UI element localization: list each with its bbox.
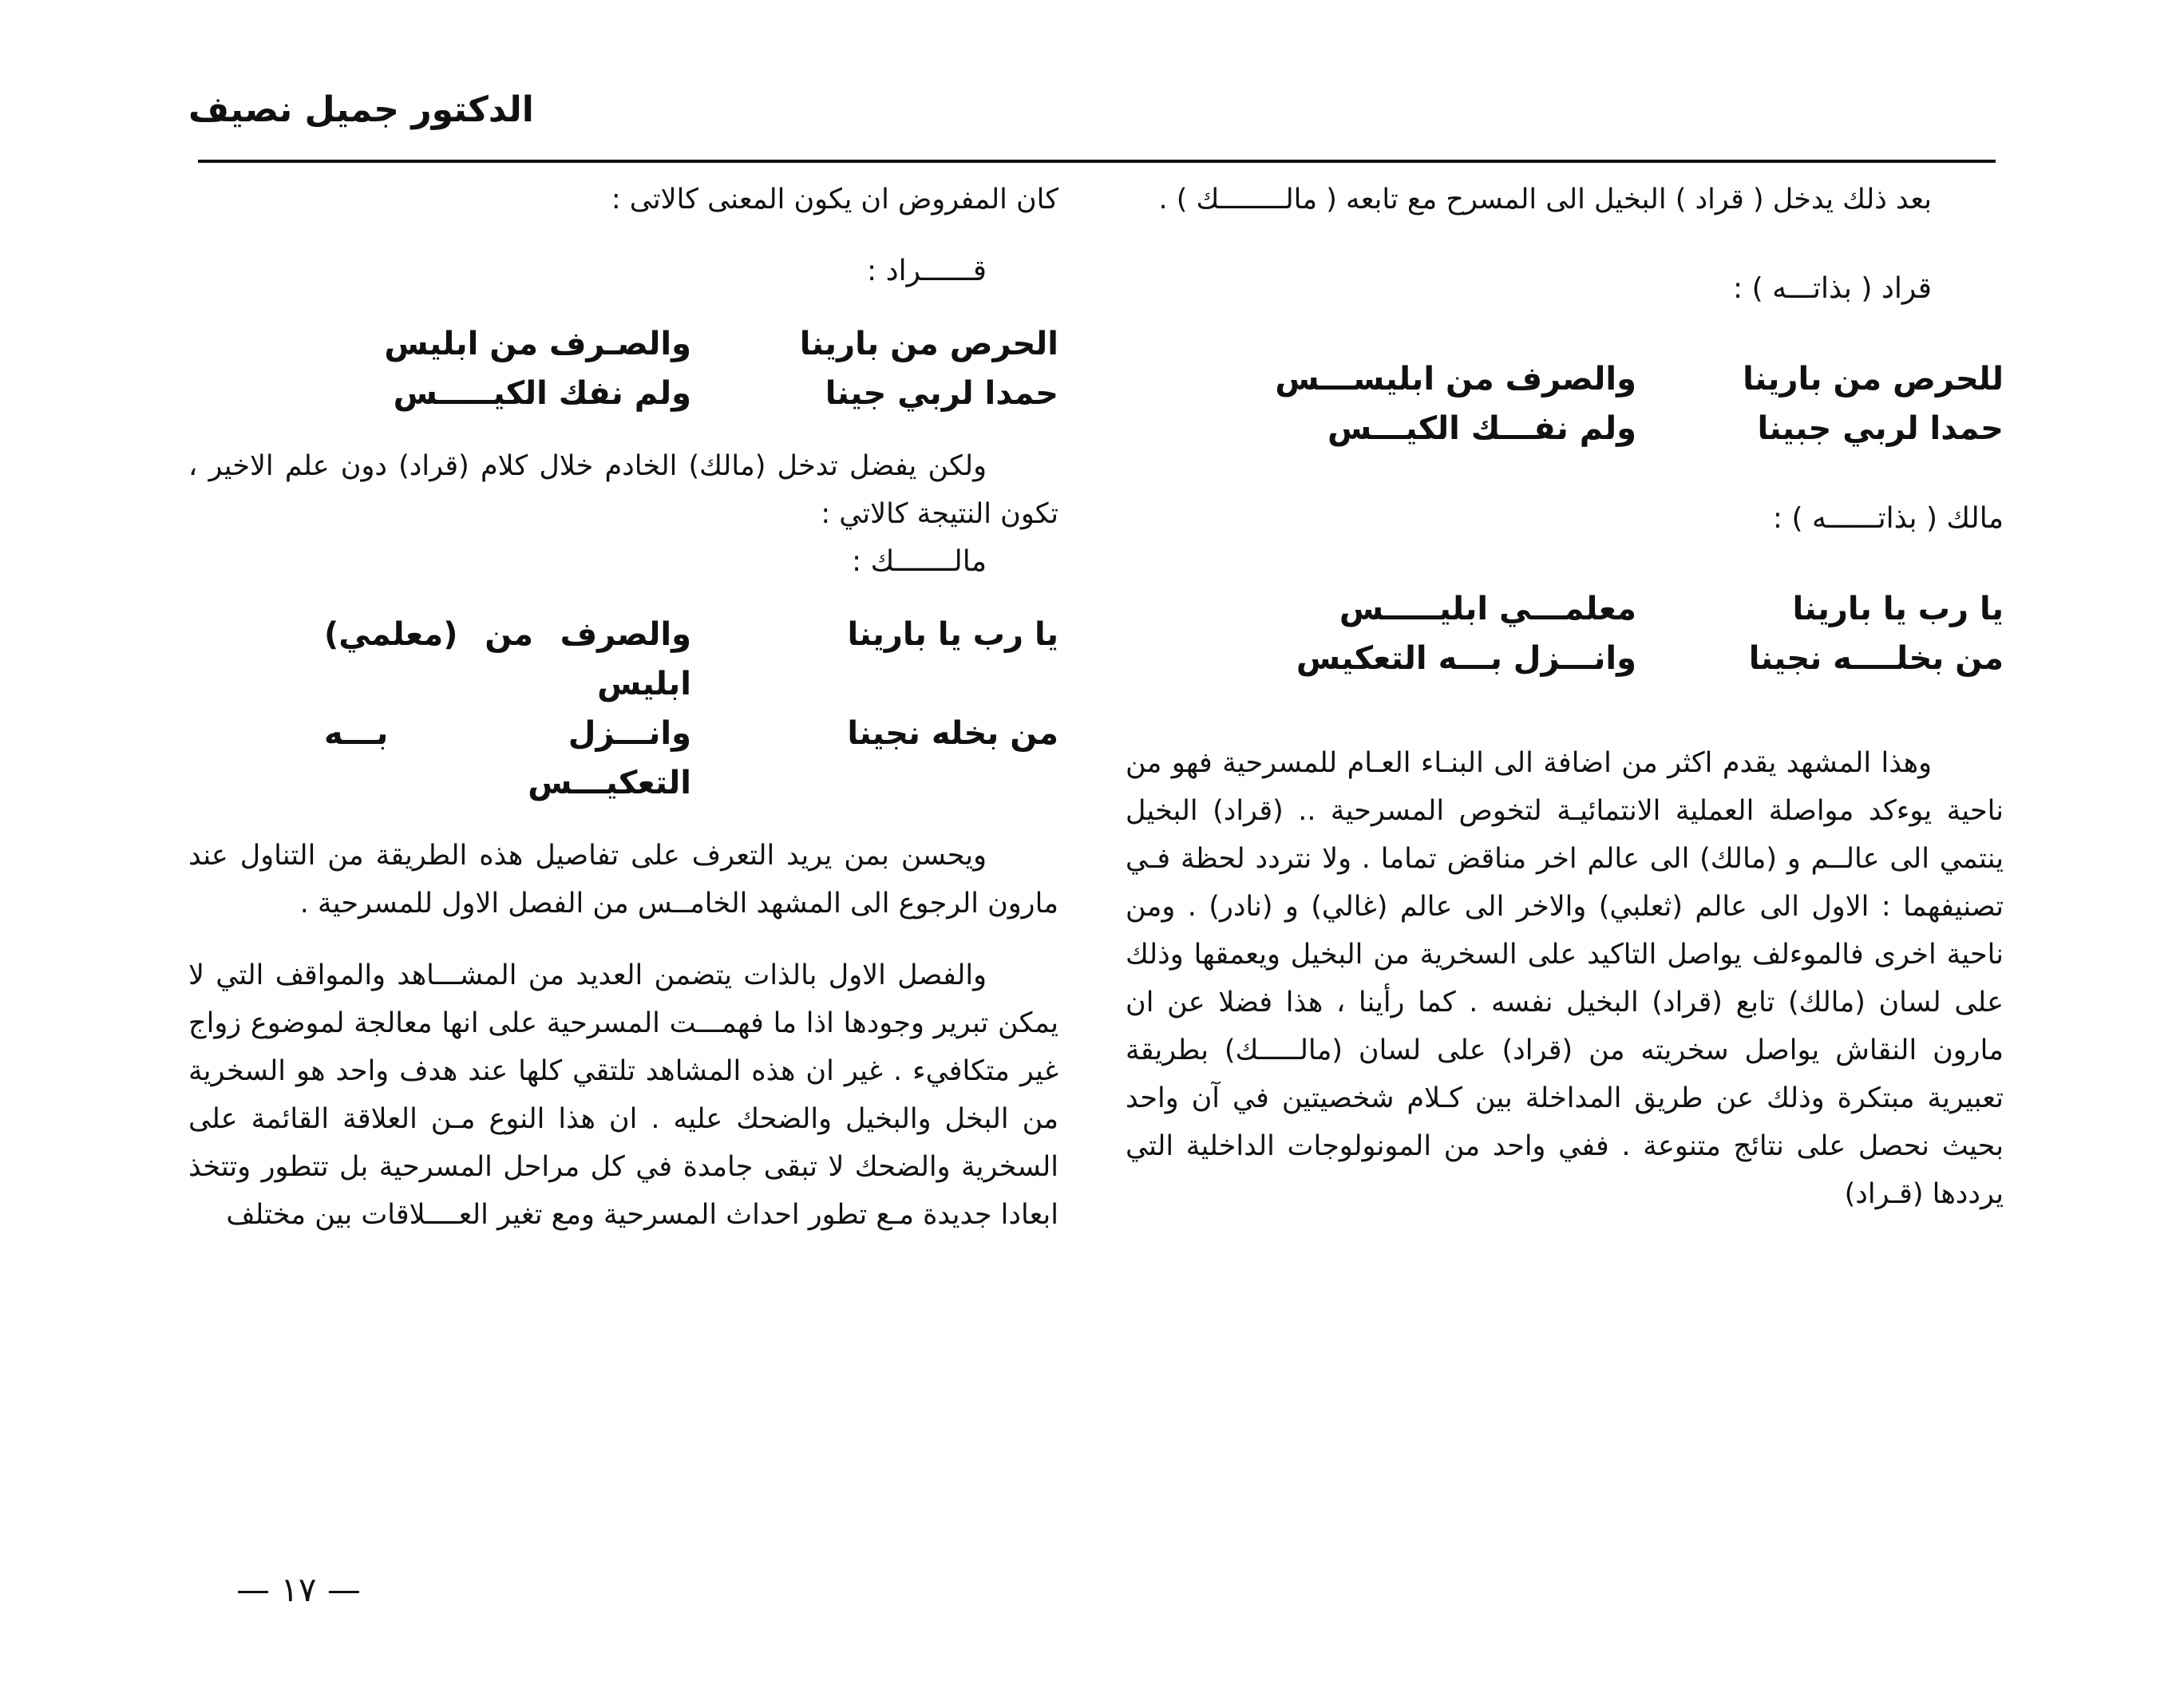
- verse-block: [188, 319, 1058, 418]
- speaker-label: مالـــــــك :: [852, 545, 987, 578]
- verse-hemistich: يا رب يا بارينا: [847, 616, 1058, 653]
- body-paragraph: والفصل الاول بالذات يتضمن العديد من المشـــاهد والمواقف التي لا يمكن تبرير وجودها اذا ما فهمـــت المسرحية على انها معالجة لموضوع زواج غير متكافيء . غير ان هذه المشاهد تلتقي كلها عند هدف واحد هو السخرية من البخل والبخيل والضحك عليه . ان هذا النوع مـن العلاقة القائمة على السخرية والضحك لا تبقى جامدة في كل مراحل المسرحية بل تتطور وتتخذ ابعادا جديدة مـع تطور احداث المسرحية ومع تغير العــــلاقات بين مختلف: [188, 959, 1058, 1231]
- intro-text: كان المفروض ان يكون المعنى كالاتى :: [611, 184, 1058, 216]
- verse-block: [188, 610, 1058, 808]
- header-divider: [198, 160, 1996, 163]
- intro-text: بعد ذلك يدخل ( قراد ) البخيل الى المسرح مع تابعه ( مالــــــــك ) .: [1158, 184, 1932, 216]
- body-paragraph: وهذا المشهد يقدم اكثر من اضافة الى البنـاء العـام للمسرحية فهو من ناحية يوءكد مواصلة العملية الانتمائيـة لتخوص المسرحية .. (قراد) البخيل ينتمي الى عالــم و (مالك) الى عالم اخر مناقض تماما . ولا نتردد لحظة فـي تصنيفهما : الاول الى عالم (ثعلبي) والاخر الى عالم (غالي) و (نادر) . ومن ناحية اخرى فالموءلف يواصل التاكيد على السخرية من البخيل ويعمقها وذلك على لسان (مالك) تابع (قراد) البخيل نفسه . كما رأينا ، هذا فضلا عن ان مارون النقاش يواصل سخريته من (قراد) على لسان (مالـــــك) بطريقة تعبيرية مبتكرة وذلك عن طريق المداخلة بين كـلام شخصيتين في آن واحد بحيث نحصل على نتائج متنوعة . ففي واحد من المونولوجات الداخلية التي يرددها (قـراد): [1126, 747, 2004, 1210]
- verse-hemistich: حمدا لربي جبينا: [1757, 410, 2004, 447]
- speaker-label: مالك ( بذاتــــــه ) :: [1772, 502, 2004, 535]
- speaker-label: قراد ( بذاتـــه ) :: [1733, 272, 1932, 305]
- verse-hemistich: من بخلــــه نجينا: [1748, 640, 2004, 677]
- spacer: [1126, 313, 2004, 354]
- right-column: [1126, 176, 2004, 1218]
- verse-hemistich: والصرف من (معلمي) ابليس: [324, 616, 691, 702]
- author-name: الدكتور جميل نصيف: [188, 89, 534, 130]
- verse-hemistich: للحرص من بارينا: [1743, 361, 2004, 398]
- verse-line: [1126, 584, 2004, 634]
- verse-line: [1126, 404, 2004, 453]
- running-header: [188, 86, 667, 134]
- body-paragraph: ولكن يفضل تدخل (مالك) الخادم خلال كلام (قراد) دون علم الاخير ، تكون النتيجة كالاتي :: [188, 450, 1058, 530]
- verse-hemistich: معلمـــي ابليـــــس: [1339, 591, 1636, 627]
- spacer: [188, 808, 1058, 832]
- verse-hemistich: والصـرف من ابليس: [384, 326, 691, 362]
- verse-line: [188, 709, 1058, 808]
- verse-hemistich: يا رب يا بارينا: [1792, 591, 2004, 627]
- spacer: [188, 928, 1058, 951]
- verse-hemistich: من بخله نجينا: [847, 715, 1058, 752]
- spacer: [188, 586, 1058, 610]
- verse-line: [1126, 634, 2004, 683]
- page-number: — ١٧ —: [236, 1570, 361, 1609]
- verse-hemistich: حمدا لربي جينا: [825, 375, 1058, 412]
- verse-hemistich: ولم نفـــك الكيـــس: [1327, 410, 1636, 447]
- speaker-label: قــــــراد :: [867, 255, 987, 287]
- verse-line: [188, 610, 1058, 709]
- spacer: [188, 223, 1058, 247]
- spacer: [1126, 543, 2004, 584]
- left-column: [188, 176, 1058, 1239]
- body-paragraph: ويحسن بمن يريد التعرف على تفاصيل هذه الطريقة من التناول عند مارون الرجوع الى المشهد الخامــس من الفصل الاول للمسرحية .: [188, 840, 1058, 920]
- verse-hemistich: والصرف من ابليســـس: [1275, 361, 1636, 398]
- spacer: [1126, 223, 2004, 265]
- verse-block: [1126, 584, 2004, 683]
- spacer: [1126, 683, 2004, 739]
- verse-line: [188, 319, 1058, 369]
- verse-hemistich: وانـــزل بـــه التعكيـــس: [324, 715, 691, 801]
- spacer: [1126, 453, 2004, 495]
- verse-block: [1126, 354, 2004, 453]
- spacer: [188, 295, 1058, 319]
- verse-hemistich: وانـــزل بـــه التعكيس: [1296, 640, 1636, 677]
- verse-hemistich: الحرص من بارينا: [799, 326, 1058, 362]
- verse-hemistich: ولم نفك الكيـــــس: [393, 375, 691, 412]
- spacer: [188, 418, 1058, 442]
- verse-line: [1126, 354, 2004, 404]
- verse-line: [188, 369, 1058, 418]
